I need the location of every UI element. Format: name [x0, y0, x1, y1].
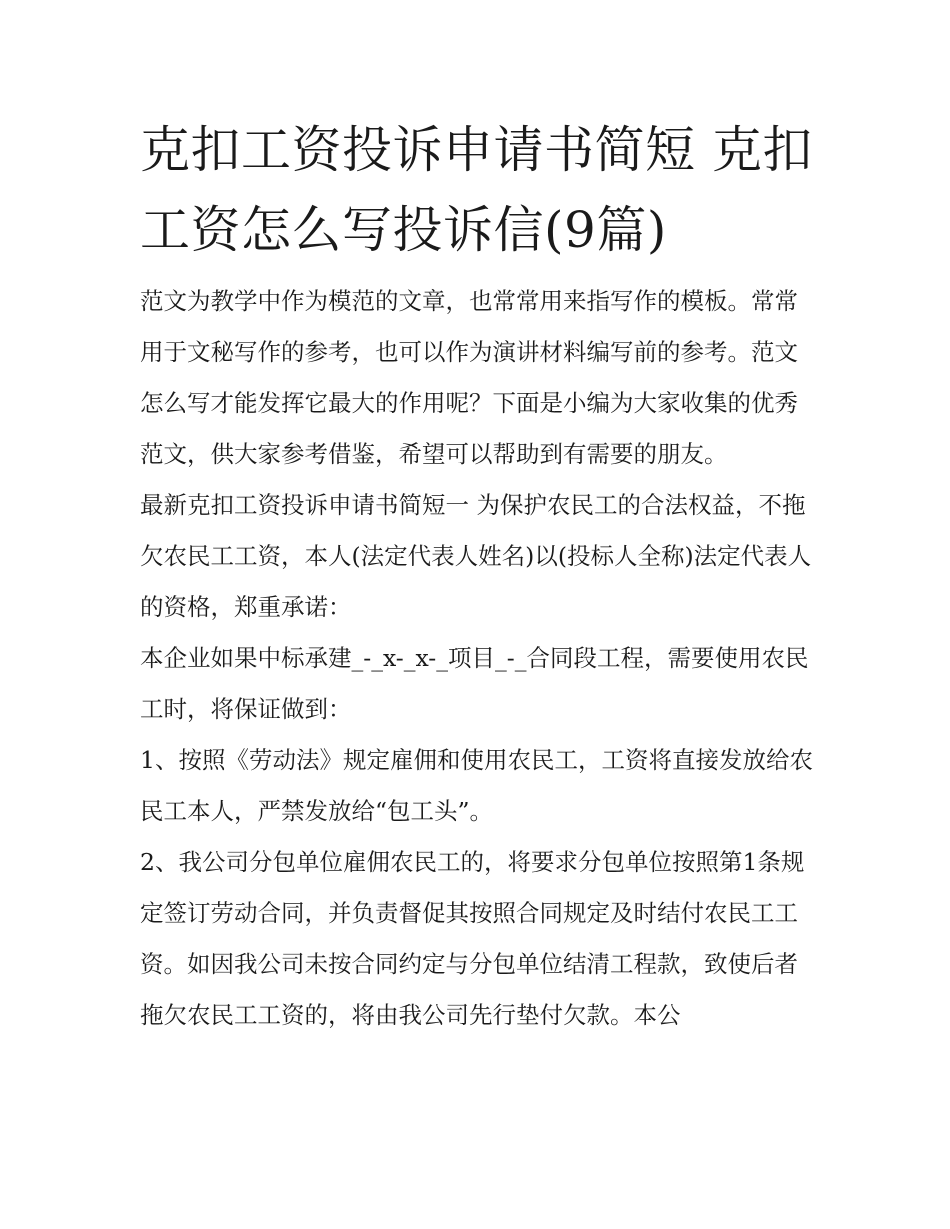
item-2-paragraph: 2、我公司分包单位雇佣农民工的，将要求分包单位按照第1条规定签订劳动合同，并负责督促其按照合同规定及时结付农民工工资。如因我公司未按合同约定与分包单位结清工程款，致使后者拖欠农民工工资的，将由我公司先行垫付欠款。本公 — [140, 848, 805, 1029]
document-body — [140, 276, 820, 1041]
intro-paragraph: 范文为教学中作为模范的文章，也常常用来指写作的模板。常常用于文秘写作的参考，也可以作为演讲材料编写前的参考。范文怎么写才能发挥它最大的作用呢？下面是小编为大家收集的优秀范文，供大家参考借鉴，希望可以帮助到有需要的朋友。 — [140, 287, 798, 468]
commitment-paragraph: 最新克扣工资投诉申请书简短一 为保护农民工的合法权益，不拖欠农民工工资，本人(法定代表人姓名)以(投标人全称)法定代表人的资格，郑重承诺： — [140, 491, 812, 621]
project-paragraph: 本企业如果中标承建_-_x-_x-_项目_-_合同段工程，需要使用农民工时，将保证做到： — [140, 644, 809, 723]
document-title: 克扣工资投诉申请书简短 克扣工资怎么写投诉信(9篇) — [140, 121, 813, 259]
item-1-paragraph: 1、按照《劳动法》规定雇佣和使用农民工，工资将直接发放给农民工本人，严禁发放给“包工头”。 — [140, 746, 813, 825]
